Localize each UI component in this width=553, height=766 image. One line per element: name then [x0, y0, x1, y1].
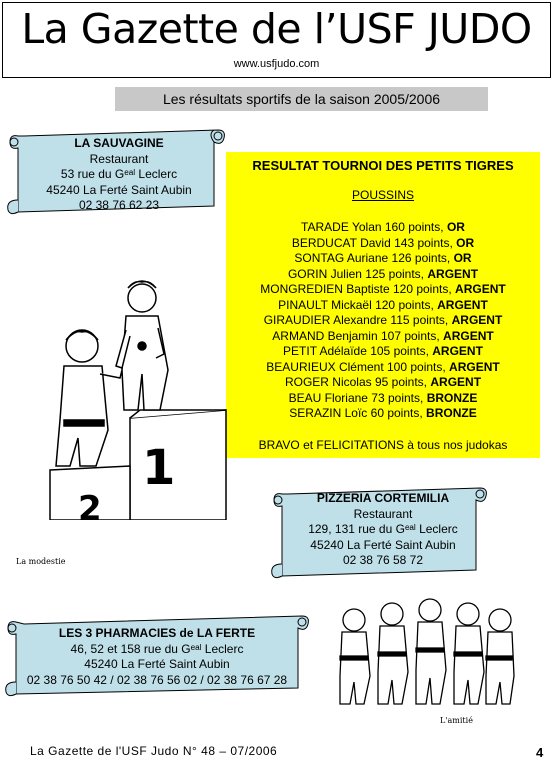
caption-modestie: La modestie — [16, 557, 66, 566]
ad-line: 53 rue du Gᵉᵃˡ Leclerc — [60, 167, 178, 181]
ad-pharmacies — [2, 606, 312, 702]
result-name: ROGER Nicolas 95 points, — [284, 375, 428, 389]
podium-first-number: 1 — [142, 440, 176, 496]
podium-second-number: 2 — [78, 489, 102, 520]
result-medal: ARGENT — [437, 297, 488, 312]
result-medal: ARGENT — [430, 375, 482, 389]
result-entry — [226, 329, 540, 345]
ad-line: Restaurant — [89, 151, 149, 166]
result-medal: ARGENT — [443, 328, 494, 343]
modestie-illustration — [30, 270, 230, 520]
results-category: POUSSINS — [351, 188, 414, 202]
amitie-illustration — [332, 592, 517, 710]
results-title: RESULTAT TOURNOI DES PETITS TIGRES — [252, 158, 514, 173]
ad-title: LES 3 PHARMACIES de LA FERTE — [58, 626, 256, 640]
ad-line: 46, 52 et 158 rue du Gᵉᵃˡ Leclerc — [70, 641, 244, 656]
result-entry — [226, 220, 540, 236]
ad-sauvagine — [4, 120, 226, 224]
results-panel — [226, 152, 540, 458]
caption-amitie: L'amitié — [440, 716, 473, 725]
ad-line: 02 38 76 50 42 / 02 38 76 56 02 / 02 38 76 67 28 — [26, 672, 288, 687]
results-congrats: BRAVO et FELICITATIONS à tous nos judokas — [258, 438, 508, 452]
result-medal: ARGENT — [455, 282, 506, 296]
result-name: SONTAG Auriane 126 points, — [294, 251, 451, 265]
result-name: GORIN Julien 125 points, — [287, 266, 425, 281]
result-name: ARMAND Benjamin 107 points, — [272, 328, 440, 343]
ad-title: PIZZERIA CORTEMILIA — [316, 491, 450, 505]
result-name: TARADE Yolan 160 points, — [301, 220, 444, 234]
result-name: SERAZIN Loïc 60 points, — [289, 406, 423, 420]
footer-text: La Gazette de l'USF Judo N° 48 – 07/2006 — [30, 744, 278, 758]
result-entry — [226, 406, 540, 422]
ad-line: Restaurant — [353, 506, 413, 521]
website-link[interactable]: www.usfjudo.com — [233, 58, 320, 70]
result-medal: BRONZE — [426, 406, 477, 420]
result-entry — [226, 282, 540, 298]
page-number: 4 — [536, 745, 544, 760]
result-medal: ARGENT — [427, 266, 479, 281]
result-medal: OR — [446, 220, 465, 234]
result-medal: ARGENT — [432, 344, 483, 358]
result-entry — [226, 236, 540, 252]
result-medal: ARGENT — [449, 359, 500, 374]
result-entry — [226, 267, 540, 283]
gazette-title: La Gazette de l’USF JUDO — [21, 5, 532, 53]
result-medal: ARGENT — [451, 313, 503, 327]
ad-line: 45240 La Ferté Saint Aubin — [46, 182, 192, 197]
ad-line: 02 38 76 62 23 — [78, 198, 160, 212]
result-entry — [226, 391, 540, 407]
result-name: PETIT Adélaïde 105 points, — [283, 344, 429, 358]
season-banner: Les résultats sportifs de la saison 2005/2006 — [115, 87, 488, 111]
result-entry — [226, 344, 540, 360]
result-entry — [226, 375, 540, 391]
result-entry — [226, 298, 540, 314]
result-name: PINAULT Mickaël 120 points, — [278, 297, 434, 312]
result-medal: BRONZE — [426, 390, 478, 405]
result-medal: OR — [456, 235, 475, 250]
result-name: BEAU Floriane 73 points, — [288, 390, 424, 405]
ad-line: 45240 La Ferté Saint Aubin — [84, 657, 230, 671]
result-medal: OR — [453, 251, 472, 265]
results-list — [226, 220, 540, 422]
result-name: MONGREDIEN Baptiste 120 points, — [260, 282, 452, 296]
ad-title: LA SAUVAGINE — [74, 136, 164, 150]
result-name: BERDUCAT David 143 points, — [291, 235, 453, 250]
result-entry — [226, 360, 540, 376]
ad-pizzeria — [268, 480, 488, 586]
ad-line: 45240 La Ferté Saint Aubin — [310, 537, 456, 552]
result-entry — [226, 313, 540, 329]
ad-line: 02 38 76 58 72 — [342, 553, 424, 567]
ad-line: 129, 131 rue du Gᵉᵃˡ Leclerc — [308, 522, 458, 536]
result-name: BEAURIEUX Clément 100 points, — [266, 359, 446, 374]
result-name: GIRAUDIER Alexandre 115 points, — [263, 313, 449, 327]
result-entry — [226, 251, 540, 267]
